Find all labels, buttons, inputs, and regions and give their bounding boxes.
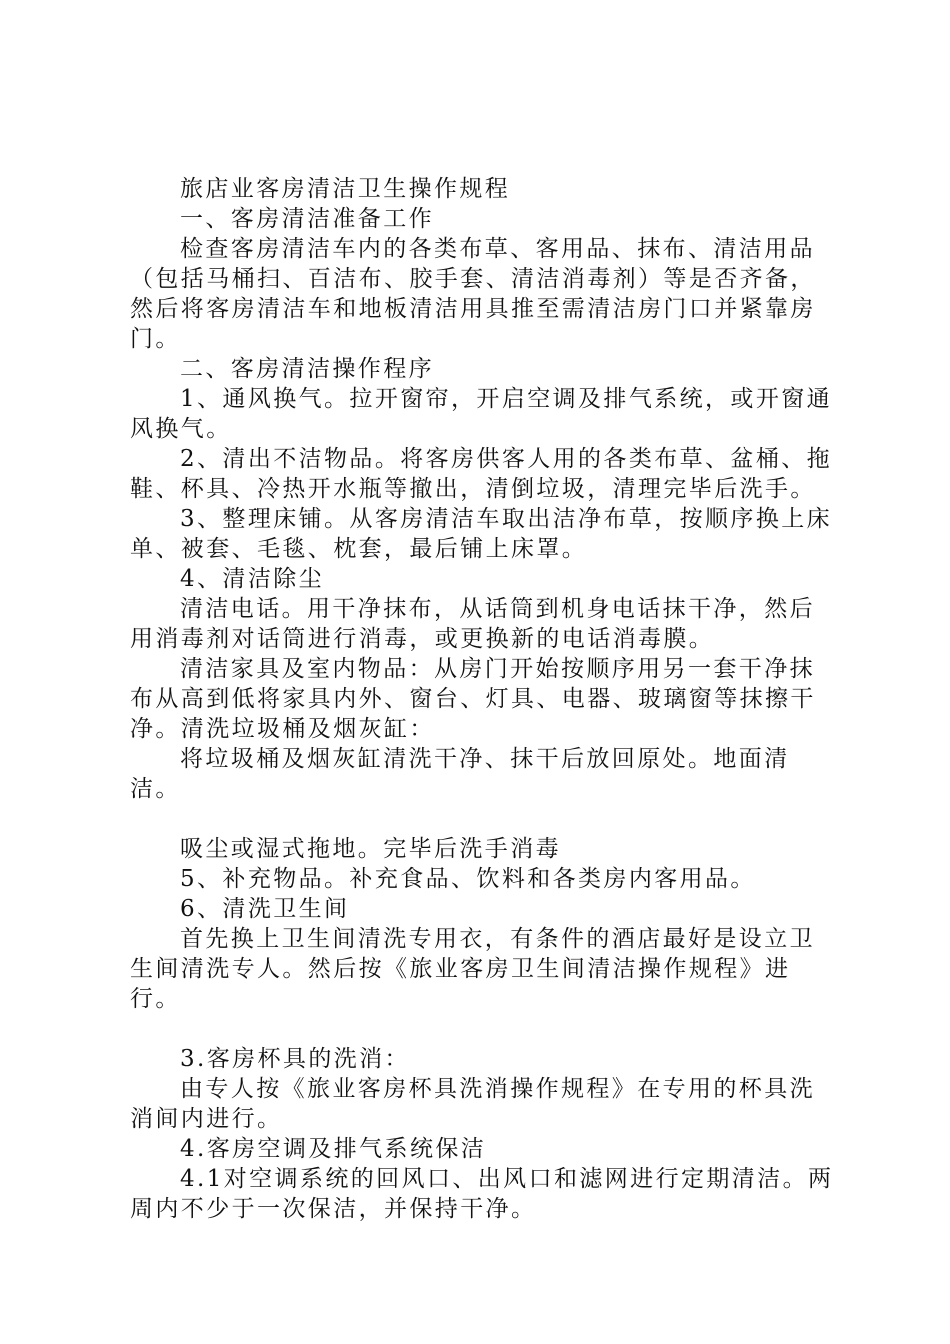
document-title: 旅店业客房清洁卫生操作规程 — [180, 176, 511, 202]
subheading: 6、清洗卫生间 — [180, 896, 350, 922]
section-heading-1: 一、客房清洁准备工作 — [180, 206, 434, 232]
paragraph: 清洁电话。用干净抹布，从话筒到机身电话抹干净，然后用消毒剂对话筒进行消毒，或更换新的电话消毒膜。 — [130, 596, 815, 652]
paragraph: 2、清出不洁物品。将客房供客人用的各类布草、盆桶、拖鞋、杯具、冷热开水瓶等撤出，清倒垃圾，清理完毕后洗手。 — [130, 446, 833, 502]
subheading: 4、清洁除尘 — [180, 566, 325, 592]
paragraph: 首先换上卫生间清洗专用衣，有条件的酒店最好是设立卫生间清洗专人。然后按《旅业客房卫生间清洁操作规程》进行。 — [130, 926, 815, 1012]
paragraph: 由专人按《旅业客房杯具洗消操作规程》在专用的杯具洗消间内进行。 — [130, 1076, 815, 1132]
paragraph: 检查客房清洁车内的各类布草、客用品、抹布、清洁用品（包括马桶扫、百洁布、胶手套、清洁消毒剂）等是否齐备，然后将客房清洁车和地板清洁用具推至需清洁房门口并紧靠房门。 — [130, 236, 816, 352]
paragraph: 1、通风换气。拉开窗帘，开启空调及排气系统，或开窗通风换气。 — [130, 386, 833, 442]
blank-line — [130, 1014, 840, 1044]
blank-line — [130, 804, 840, 834]
subheading: 3.客房杯具的洗消： — [180, 1046, 410, 1072]
paragraph: 吸尘或湿式拖地。完毕后洗手消毒 — [180, 836, 561, 862]
paragraph: 3、整理床铺。从客房清洁车取出洁净布草，按顺序换上床单、被套、毛毯、枕套，最后铺上床罩。 — [130, 506, 833, 562]
paragraph: 5、补充物品。补充食品、饮料和各类房内客用品。 — [180, 866, 756, 892]
section-heading-2: 二、客房清洁操作程序 — [180, 356, 434, 382]
document-body — [130, 174, 840, 1224]
paragraph: 清洁家具及室内物品：从房门开始按顺序用另一套干净抹布从高到低将家具内外、窗台、灯具、电器、玻璃窗等抹擦干净。清洗垃圾桶及烟灰缸： — [130, 656, 816, 742]
subheading: 4.客房空调及排气系统保洁 — [180, 1136, 487, 1162]
paragraph: 将垃圾桶及烟灰缸清洗干净、抹干后放回原处。地面清洁。 — [130, 746, 790, 802]
paragraph: 4.1对空调系统的回风口、出风口和滤网进行定期清洁。两周内不少于一次保洁，并保持干净。 — [130, 1166, 834, 1222]
